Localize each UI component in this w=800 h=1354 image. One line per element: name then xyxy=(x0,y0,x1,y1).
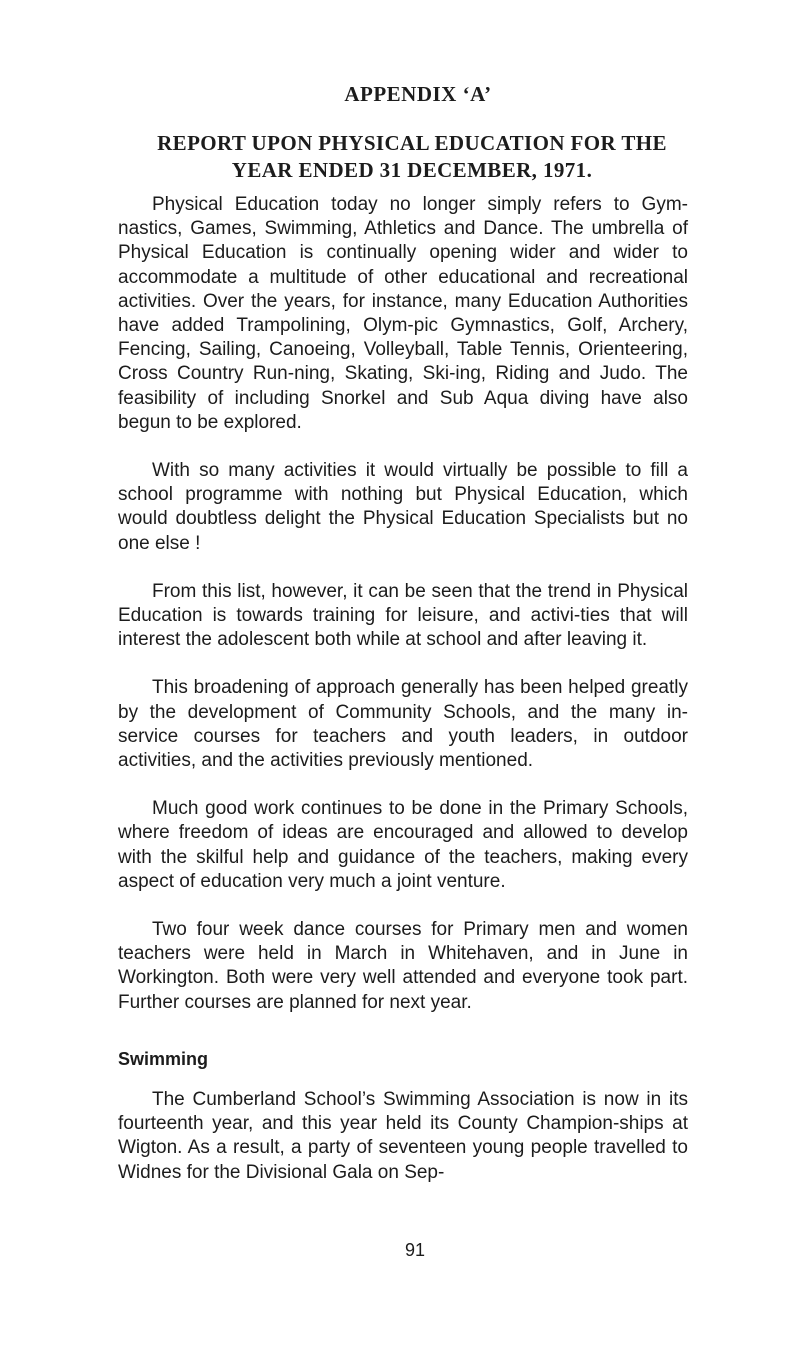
document-page xyxy=(118,82,688,1209)
paragraph-activities: With so many activities it would virtually be possible to fill a school programme with nothing but Physical Education, which would doubtless delight the Physical Education Specialists but no one else ! xyxy=(118,460,688,554)
appendix-label: APPENDIX ‘A’ xyxy=(344,82,492,106)
page-number: 91 xyxy=(404,1240,426,1260)
paragraph-intro: Physical Education today no longer simply refers to Gym-nastics, Games, Swimming, Athletics and Dance. The umbrella of Physical Education is continually opening wider and wider to accommodate a multitude of other educational and recreational activities. Over the years, for instance, many Education Authorities have added Trampolining, Olym-pic Gymnastics, Golf, Archery, Fencing, Sailing, Canoeing, Volleyball, Table Tennis, Orienteering, Cross Country Run-ning, Skating, Ski-ing, Riding and Judo. The feasibility of including Snorkel and Sub Aqua diving have also begun to be explored. xyxy=(118,194,688,433)
paragraph-broadening: This broadening of approach generally has been helped greatly by the development of Community Schools, and the many in-service courses for teachers and youth leaders, in outdoor activities, and the activities previously mentioned. xyxy=(118,677,688,772)
paragraph-trend: From this list, however, it can be seen that the trend in Physical Education is towards training for leisure, and activi-ties that will interest the adolescent both while at school and after leaving it. xyxy=(118,580,688,651)
section-heading-swimming: Swimming xyxy=(118,1048,209,1069)
report-title: REPORT UPON PHYSICAL EDUCATION FOR THE YEAR ENDED 31 DECEMBER, 1971. xyxy=(157,131,667,182)
paragraph-swimming: The Cumberland School’s Swimming Association is now in its fourteenth year, and this year held its County Champion-ships at Wigton. As a result, a party of seventeen young people travelled to Widnes for the Divisional Gala on Sep- xyxy=(118,1088,688,1183)
paragraph-primary-schools: Much good work continues to be done in the Primary Schools, where freedom of ideas are encouraged and allowed to develop with the skilful help and guidance of the teachers, making every aspect of education very much a joint venture. xyxy=(118,798,688,892)
paragraph-dance-courses: Two four week dance courses for Primary men and women teachers were held in March in Whitehaven, and in June in Workington. Both were very well attended and everyone took part. Further courses are planned for next year. xyxy=(118,919,688,1013)
